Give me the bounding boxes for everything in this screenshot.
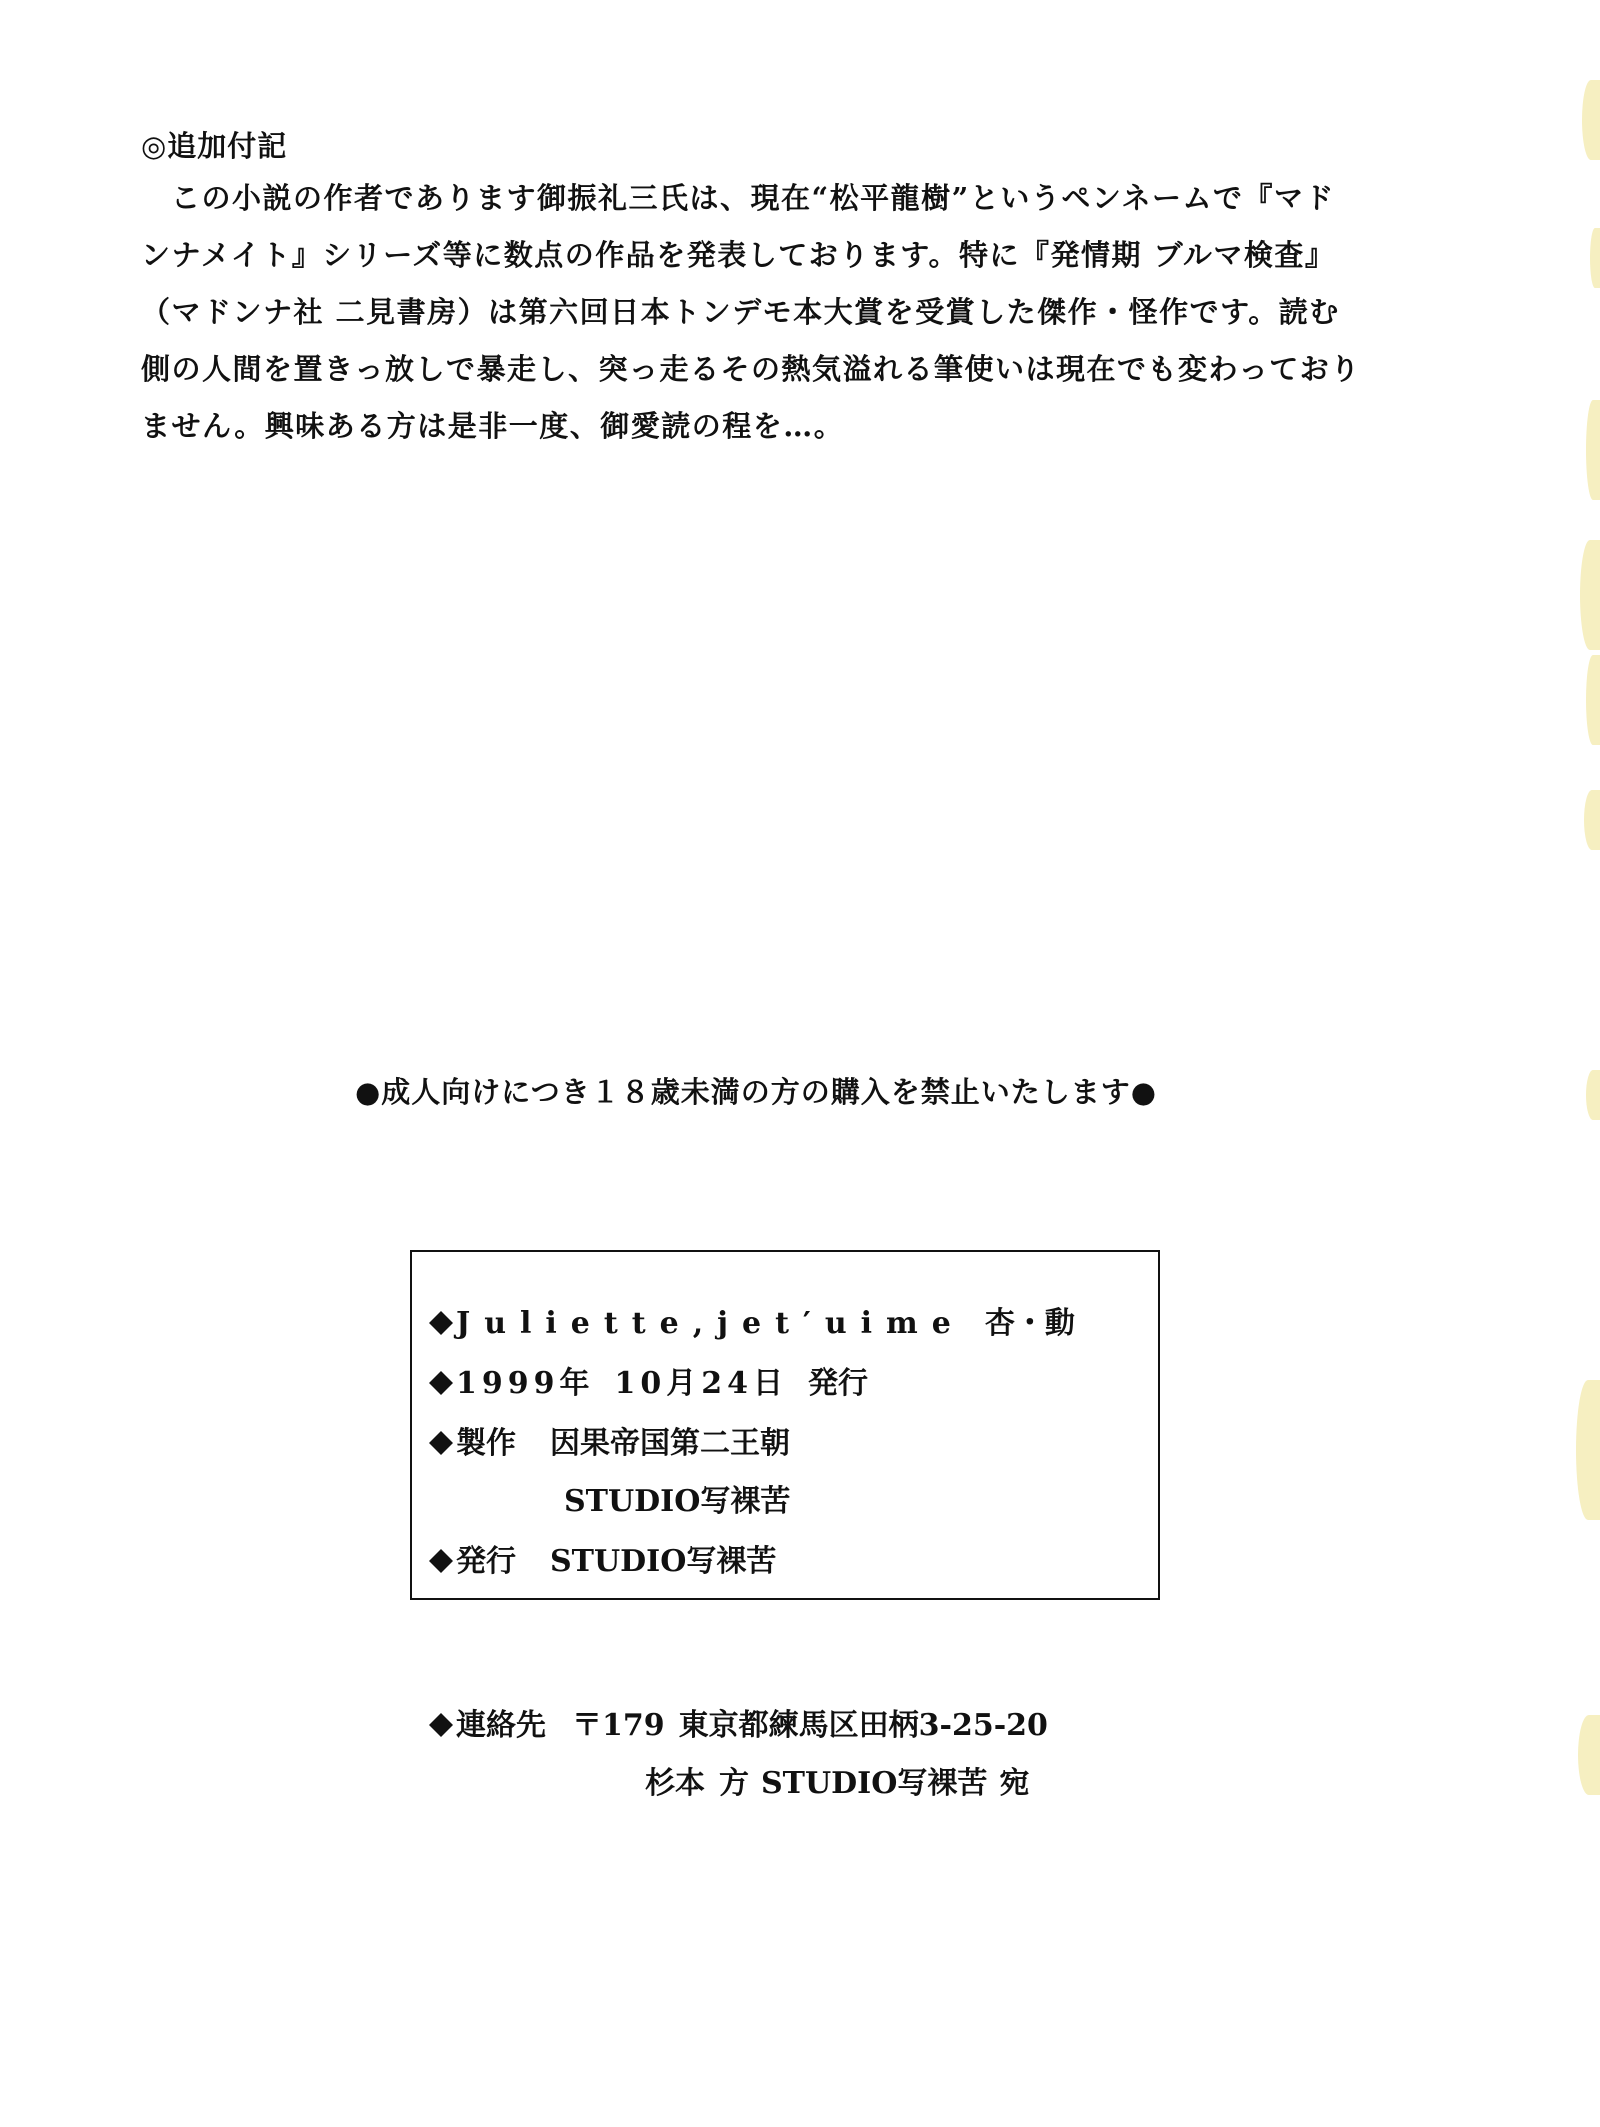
scan-stain: [1578, 1715, 1600, 1795]
notes-line: この小説の作者であります御振礼三氏は、現在“松平龍樹”というペンネームで『マド: [171, 181, 1335, 215]
colophon-date-day: 10月24日: [614, 1366, 788, 1401]
scan-stain: [1586, 1070, 1600, 1120]
colophon-publisher-line: [428, 1536, 776, 1580]
contact-care-of: [645, 1758, 1029, 1802]
scan-stain: [1584, 790, 1600, 850]
notes-heading: ◎追加付記: [141, 129, 288, 163]
notes-line: 側の人間を置きっ放しで暴走し、突っ走るその熱気溢れる筆使いは現在でも変わっており: [141, 352, 1361, 386]
colophon-publisher-label: 発行: [456, 1544, 516, 1579]
colophon-production-line: [428, 1418, 790, 1462]
contact-line: [428, 1700, 1048, 1744]
notes-body: [141, 170, 1481, 455]
diamond-bullet-icon: [428, 1310, 454, 1336]
colophon-date: 1999年: [456, 1366, 595, 1401]
colophon-date-label: 発行: [808, 1366, 868, 1401]
scan-stain: [1582, 80, 1600, 160]
scan-stain: [1586, 655, 1600, 745]
notes-line: （マドンナ社 二見書房）は第六回日本トンデモ本大賞を受賞した傑作・怪作です。読む: [141, 295, 1340, 329]
contact-label: 連絡先: [456, 1708, 546, 1743]
contact-postal: 〒179: [572, 1708, 665, 1743]
colophon-production-name2: STUDIO写裸苦: [564, 1484, 791, 1519]
scan-stain: [1576, 1380, 1600, 1520]
diamond-bullet-icon: [428, 1370, 454, 1396]
contact-care-of-name: 杉本: [645, 1766, 705, 1801]
colophon-title-line: [428, 1298, 1075, 1342]
colophon-publisher-name: STUDIO写裸苦: [550, 1544, 777, 1579]
colophon-box: [410, 1250, 1160, 1600]
colophon-date-line: [428, 1358, 868, 1402]
scan-stain: [1580, 540, 1600, 650]
notes-line: ません。興味ある方は是非一度、御愛読の程を…。: [141, 409, 845, 443]
colophon-author: 杏・動: [984, 1306, 1075, 1341]
colophon-production-name1: 因果帝国第二王朝: [550, 1426, 790, 1461]
contact-care-of-suffix: 宛: [999, 1766, 1030, 1801]
colophon-production-label: 製作: [456, 1426, 516, 1461]
diamond-bullet-icon: [428, 1430, 454, 1456]
contact-address: 東京都練馬区田柄3-25-20: [678, 1708, 1048, 1743]
scan-edge: [1530, 0, 1600, 2127]
diamond-bullet-icon: [428, 1712, 454, 1738]
scan-stain: [1586, 400, 1600, 500]
contact-care-of-studio: STUDIO写裸苦: [761, 1766, 988, 1801]
contact-care-of-label: 方: [719, 1766, 749, 1801]
notes-line: ンナメイト』シリーズ等に数点の作品を発表しております。特に『発情期 ブルマ検査』: [141, 238, 1336, 272]
scan-stain: [1590, 228, 1600, 288]
age-notice: ●成人向けにつき１８歳未満の方の購入を禁止いたします●: [355, 1075, 1158, 1109]
diamond-bullet-icon: [428, 1548, 454, 1574]
colophon-title: Juliette,jet′uime: [456, 1306, 965, 1341]
